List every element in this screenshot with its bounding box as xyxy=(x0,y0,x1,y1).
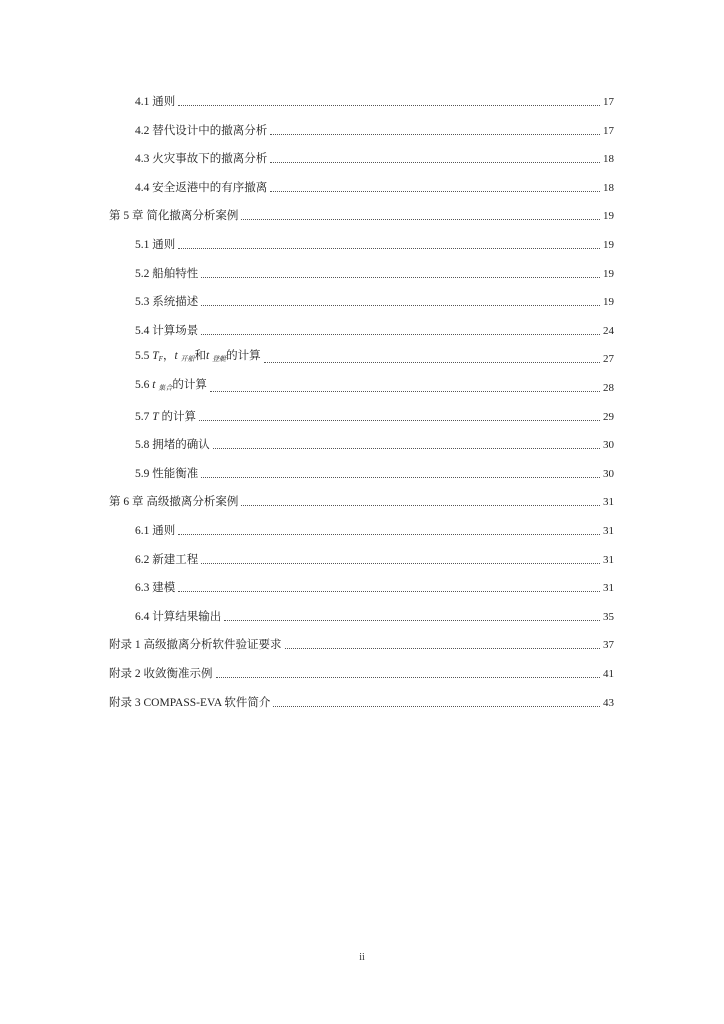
toc-entry-page-number: 31 xyxy=(603,525,614,537)
toc-dot-leader xyxy=(178,533,600,535)
toc-entry[interactable] xyxy=(135,379,614,395)
toc-entry-page-number: 28 xyxy=(603,382,614,394)
toc-dot-leader xyxy=(270,190,600,192)
toc-entry-page-number: 30 xyxy=(603,468,614,480)
toc-entry-title: 5.2 船舶特性 xyxy=(135,268,199,280)
toc-entry[interactable] xyxy=(135,122,614,138)
toc-dot-leader xyxy=(213,447,600,449)
toc-entry[interactable] xyxy=(135,350,614,366)
toc-entry-page-number: 31 xyxy=(603,496,614,508)
toc-entry-title: 6.1 通则 xyxy=(135,525,176,537)
toc-entry[interactable] xyxy=(135,150,614,166)
toc-entry-title: 4.4 安全返港中的有序撤离 xyxy=(135,182,268,194)
page-number: ii xyxy=(359,952,365,963)
toc-entry[interactable] xyxy=(109,636,614,652)
toc-entry[interactable] xyxy=(135,551,614,567)
toc-dot-leader xyxy=(241,504,600,506)
toc-entry[interactable] xyxy=(109,694,614,710)
toc-entry-title: 5.7 T 的计算 xyxy=(135,411,197,423)
toc-entry-page-number: 37 xyxy=(603,639,614,651)
toc-entry-page-number: 43 xyxy=(603,697,614,709)
toc-entry-page-number: 35 xyxy=(603,611,614,623)
toc-dot-leader xyxy=(285,647,601,649)
toc-entry-page-number: 41 xyxy=(603,668,614,680)
toc-entry[interactable] xyxy=(135,265,614,281)
toc-entry-title: 附录 2 收敛衡准示例 xyxy=(109,668,213,680)
toc-dot-leader xyxy=(199,419,600,421)
toc-entry-title: 5.1 通则 xyxy=(135,239,176,251)
toc-entry-page-number: 19 xyxy=(603,268,614,280)
toc-entry[interactable] xyxy=(135,293,614,309)
toc-dot-leader xyxy=(178,104,600,106)
toc-entry-title: 5.4 计算场景 xyxy=(135,325,199,337)
toc-entry-page-number: 30 xyxy=(603,439,614,451)
toc-dot-leader xyxy=(210,390,600,392)
toc-dot-leader xyxy=(224,619,600,621)
toc-entry-title: 6.4 计算结果输出 xyxy=(135,611,222,623)
toc-entry[interactable] xyxy=(135,436,614,452)
toc-entry[interactable] xyxy=(109,207,614,223)
toc-dot-leader xyxy=(270,133,600,135)
toc-entry[interactable] xyxy=(135,93,614,109)
toc-entry-title: 5.5 $T_F$，t $_{开船}$和t $_{登艇}$的计算 xyxy=(135,350,261,363)
toc-entry-title: 6.3 建模 xyxy=(135,582,176,594)
toc-entry[interactable] xyxy=(135,236,614,252)
toc-entry-title: 附录 3 COMPASS-EVA 软件简介 xyxy=(109,697,271,709)
toc-dot-leader xyxy=(201,333,600,335)
toc-dot-leader xyxy=(201,562,600,564)
toc-entry-page-number: 19 xyxy=(603,239,614,251)
toc-dot-leader xyxy=(201,304,600,306)
toc-entry[interactable] xyxy=(135,579,614,595)
toc-dot-leader xyxy=(201,276,600,278)
toc-entry-page-number: 19 xyxy=(603,210,614,222)
toc-entry-title: 5.9 性能衡准 xyxy=(135,468,199,480)
toc-entry-title: 5.3 系统描述 xyxy=(135,296,199,308)
toc-dot-leader xyxy=(264,361,600,363)
toc-entry-page-number: 31 xyxy=(603,554,614,566)
toc-entry-title: 5.6 t $_{集合}$的计算 xyxy=(135,379,207,392)
toc-dot-leader xyxy=(270,161,600,163)
toc-entry-page-number: 18 xyxy=(603,153,614,165)
toc-dot-leader xyxy=(178,590,600,592)
toc-entry-title: 第 5 章 简化撤离分析案例 xyxy=(109,210,239,222)
toc-entry-title: 4.1 通则 xyxy=(135,96,176,108)
toc-entry-title: 附录 1 高级撤离分析软件验证要求 xyxy=(109,639,282,651)
toc-entry-page-number: 17 xyxy=(603,125,614,137)
toc-entry-title: 5.8 拥堵的确认 xyxy=(135,439,210,451)
toc-entry-page-number: 29 xyxy=(603,411,614,423)
toc-entry-page-number: 17 xyxy=(603,96,614,108)
toc-entry[interactable] xyxy=(135,608,614,624)
toc-entry-title: 4.3 火灾事故下的撤离分析 xyxy=(135,153,268,165)
toc-entry-title: 6.2 新建工程 xyxy=(135,554,199,566)
toc-entry[interactable] xyxy=(135,322,614,338)
toc-entry-page-number: 18 xyxy=(603,182,614,194)
toc-entry-page-number: 31 xyxy=(603,582,614,594)
toc-dot-leader xyxy=(273,705,600,707)
toc-entry-page-number: 24 xyxy=(603,325,614,337)
toc-dot-leader xyxy=(178,247,600,249)
toc-entry[interactable] xyxy=(135,522,614,538)
toc-entry[interactable] xyxy=(109,665,614,681)
toc-entry-title: 4.2 替代设计中的撤离分析 xyxy=(135,125,268,137)
toc-dot-leader xyxy=(201,476,600,478)
toc-dot-leader xyxy=(216,676,601,678)
toc-entry[interactable] xyxy=(109,493,614,509)
toc-entry-page-number: 27 xyxy=(603,353,614,365)
toc-entry[interactable] xyxy=(135,408,614,424)
toc-entry[interactable] xyxy=(135,179,614,195)
toc-dot-leader xyxy=(241,218,600,220)
toc-entry[interactable] xyxy=(135,465,614,481)
toc-entry-title: 第 6 章 高级撤离分析案例 xyxy=(109,496,239,508)
toc-entry-page-number: 19 xyxy=(603,296,614,308)
